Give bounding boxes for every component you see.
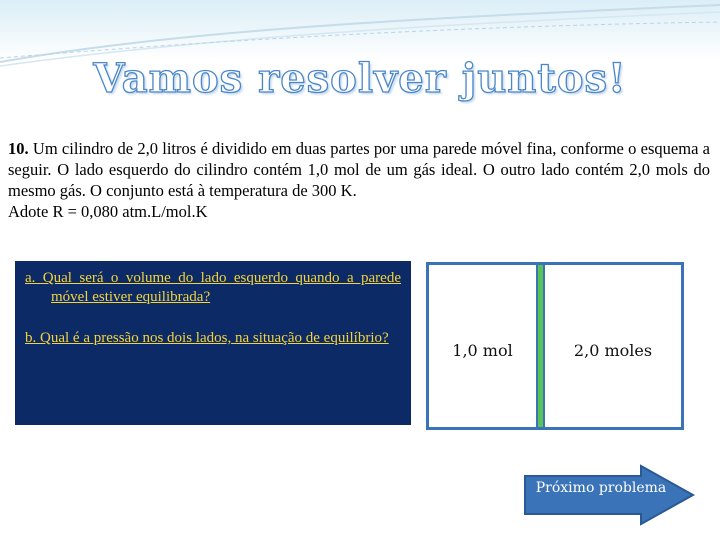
cylinder-diagram [426,262,684,430]
given-constant: Adote R = 0,080 atm.L/mol.K [8,202,208,221]
right-gas-label: 2,0 moles [573,341,653,360]
problem-text: Um cilindro de 2,0 litros é dividido em duas partes por uma parede móvel fina, conforme o esquema a seguir. O lado esquerdo do cilindro contém 1,0 mol de um gás ideal. O outro lado contém 2,0 mols do mesmo gás. O conjunto está à temperatura de 300 K. [8,139,710,200]
questions-box [15,261,411,425]
question-a[interactable]: a. Qual será o volume do lado esquerdo quando a parede móvel estiver equilibrada? [25,270,401,305]
problem-number: 10. [8,139,29,158]
movable-wall [536,265,545,427]
problem-statement [8,138,710,222]
slide-title: Vamos resolver juntos! [93,55,627,102]
next-problem-label: Próximo problema [535,480,667,496]
next-problem-button[interactable] [523,464,699,526]
question-b[interactable]: b. Qual é a pressão nos dois lados, na situação de equilíbrio? [25,330,389,346]
left-gas-label: 1,0 mol [452,341,513,360]
